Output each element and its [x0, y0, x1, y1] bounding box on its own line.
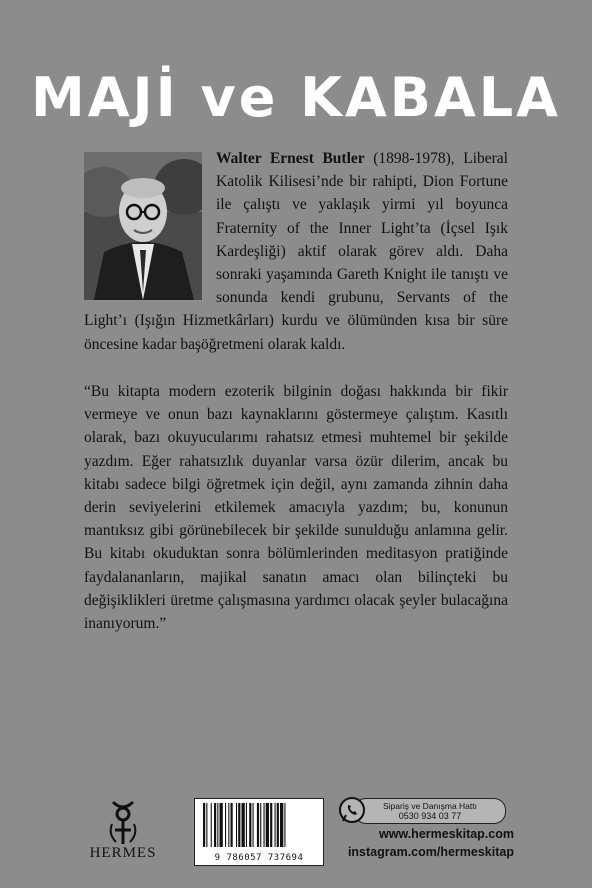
barcode-bar — [277, 803, 279, 847]
barcode-bar — [249, 803, 251, 847]
order-line-label: Sipariş ve Danışma Hattı — [382, 801, 477, 811]
barcode-bar — [284, 803, 285, 847]
barcode-bar — [225, 803, 226, 847]
barcode-bar — [231, 803, 233, 847]
barcode-bar — [217, 803, 218, 847]
barcode-bar — [266, 803, 269, 847]
isbn-number: 9 786057 737694 — [214, 853, 304, 863]
barcode-bar — [257, 803, 259, 847]
barcode-bar — [253, 803, 254, 847]
barcode-bar — [238, 803, 240, 847]
whatsapp-icon — [338, 796, 366, 824]
barcode-bar — [260, 803, 261, 847]
book-title: MAJİ ve KABALA — [31, 66, 561, 129]
author-bio-text: (1898-1978), Liberal Katolik Kilisesi’nde bir rahipti, Dion Fortune ile çalıştı ve yaklaşık yirmi yıl boyunca Fraternity of the Inner Light’ta (İçsel Işık Kardeşliği) aktif olarak görev aldı. Daha sonraki yaşamında Gareth Knight ile tanıştı ve sonunda kendi grubunu, Servants of the Light’ı (Işığın Hizmetkârları) kurdu ve ölümünden kısa bir süre öncesine kadar başöğretmeni olarak kaldı. — [84, 150, 508, 353]
barcode-bar — [211, 803, 212, 847]
barcode-bar — [228, 803, 229, 847]
barcode-bar — [242, 803, 245, 847]
website-link[interactable]: www.hermeskitap.com — [379, 827, 514, 841]
author-quote: “Bu kitapta modern ezoterik bilginin doğası hakkında bir fikir vermeye ve onun bazı kaynaklarını göstermeye çalıştım. Kasıtlı olarak, bazı okuyucularımı rahatsız etmesi muhtemel bir şekilde yazdım. Eğer rahatsızlık duyanlar varsa özür dilerim, ancak bu kitabı sadece bilgi öğretmek için değil, aynı zamanda zihnin daha derin seviyelerini etkilemek amacıyla yazdım; bu, konunun mantıksız gibi görünebilecek bir şekilde sunulduğu anlamına gelir. Bu kitabı okuduktan sonra bölümlerinden meditasyon pratiğinde faydalananların, majikal sanatın amacı olan bilinçteki bu değişiklikleri üretme çalışmasına yardımcı olacak şeyler bulacağına inanıyorum.” — [84, 383, 508, 633]
barcode-bar — [264, 803, 265, 847]
author-name: Walter Ernest Butler — [216, 150, 365, 167]
order-line-box — [354, 798, 506, 824]
barcode-bar — [270, 803, 272, 847]
barcode-bar — [280, 803, 283, 847]
publisher-name: HERMES — [89, 845, 157, 861]
author-bio — [84, 147, 508, 356]
hermes-symbol-icon — [82, 798, 164, 846]
barcode-bar — [275, 803, 276, 847]
barcode-bar — [203, 803, 205, 847]
isbn-barcode — [194, 798, 324, 866]
barcode-bar — [206, 803, 207, 847]
barcode-bar — [246, 803, 247, 847]
instagram-link[interactable]: instagram.com/hermeskitap — [347, 845, 514, 859]
publisher-logo — [82, 798, 164, 868]
contact-info — [334, 798, 512, 864]
barcode-bar — [220, 803, 223, 847]
barcode-bar — [214, 803, 216, 847]
order-line-phone: 0530 934 03 77 — [398, 811, 462, 821]
barcode-bar — [236, 803, 237, 847]
